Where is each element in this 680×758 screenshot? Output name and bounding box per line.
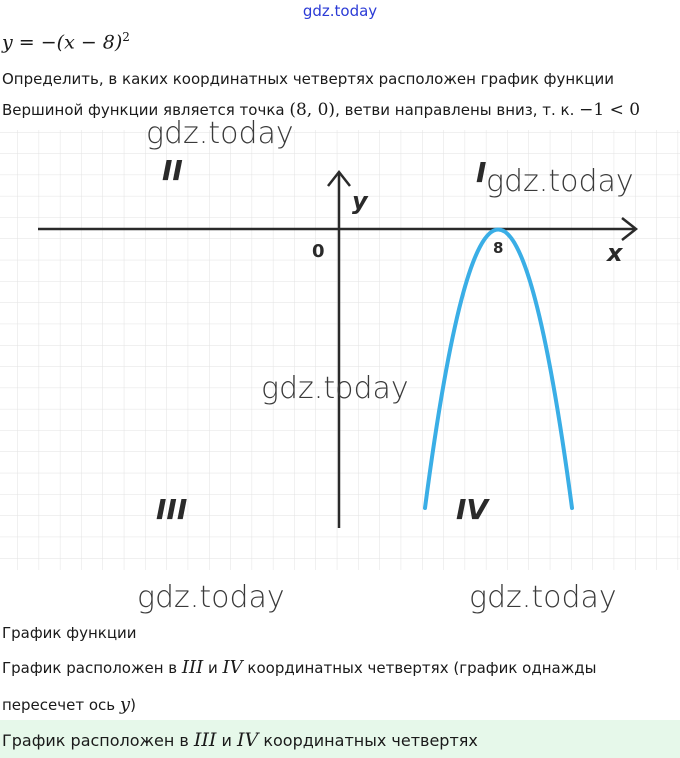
vertex-middle: , ветви направлены вниз, т. к.: [335, 101, 580, 119]
watermark-text: gdz.today: [486, 164, 634, 199]
quadrant-label-iii: III: [156, 493, 188, 526]
watermark-text: gdz.today: [146, 116, 294, 151]
vertex-tick-label: 8: [493, 239, 504, 257]
explanation-line2-suffix: ): [130, 696, 136, 714]
answer-prefix: График расположен в: [2, 731, 194, 750]
explanation-and: и: [203, 659, 223, 677]
formula-lhs: y = −(x − 8): [2, 31, 123, 54]
quadrant-iii-ref: III: [181, 657, 204, 678]
formula-exponent: 2: [122, 30, 130, 44]
quadrant-label-iv: IV: [456, 493, 489, 526]
explanation-line-1: [2, 657, 596, 678]
origin-label: 0: [312, 241, 325, 262]
watermark-text: gdz.today: [261, 371, 409, 406]
vertex-condition: −1 < 0: [579, 100, 641, 120]
quadrant-iv-ref: IV: [222, 657, 243, 678]
watermark-text: gdz.today: [469, 580, 617, 615]
quadrant-label-i: I: [476, 156, 487, 189]
function-formula: [2, 30, 130, 53]
y-axis-label: y: [352, 187, 368, 215]
answer-and: и: [216, 731, 237, 750]
watermark-text: gdz.today: [137, 580, 285, 615]
vertex-point: (8, 0): [289, 100, 336, 120]
vertex-statement: [2, 100, 640, 120]
explanation-suffix: координатных четвертях (график однажды: [242, 659, 597, 677]
axis-y-ref: y: [119, 694, 131, 715]
answer-block: [0, 720, 680, 758]
x-axis-label: x: [607, 239, 623, 267]
explanation-line-2: [2, 694, 136, 715]
answer-suffix: координатных четвертях: [258, 731, 478, 750]
vertex-prefix: Вершиной функции является точка: [2, 101, 290, 119]
quadrant-label-ii: II: [162, 154, 183, 187]
site-watermark: gdz.today: [302, 2, 378, 20]
explanation-prefix: График расположен в: [2, 659, 182, 677]
answer-quadrant-iii: III: [193, 729, 217, 751]
explanation-line2-prefix: пересечет ось: [2, 696, 120, 714]
answer-text: [2, 729, 478, 751]
answer-quadrant-iv: IV: [237, 729, 259, 751]
task-statement: Определить, в каких координатных четвертях расположен график функции: [2, 70, 614, 88]
graph-caption: График функции: [2, 624, 137, 642]
